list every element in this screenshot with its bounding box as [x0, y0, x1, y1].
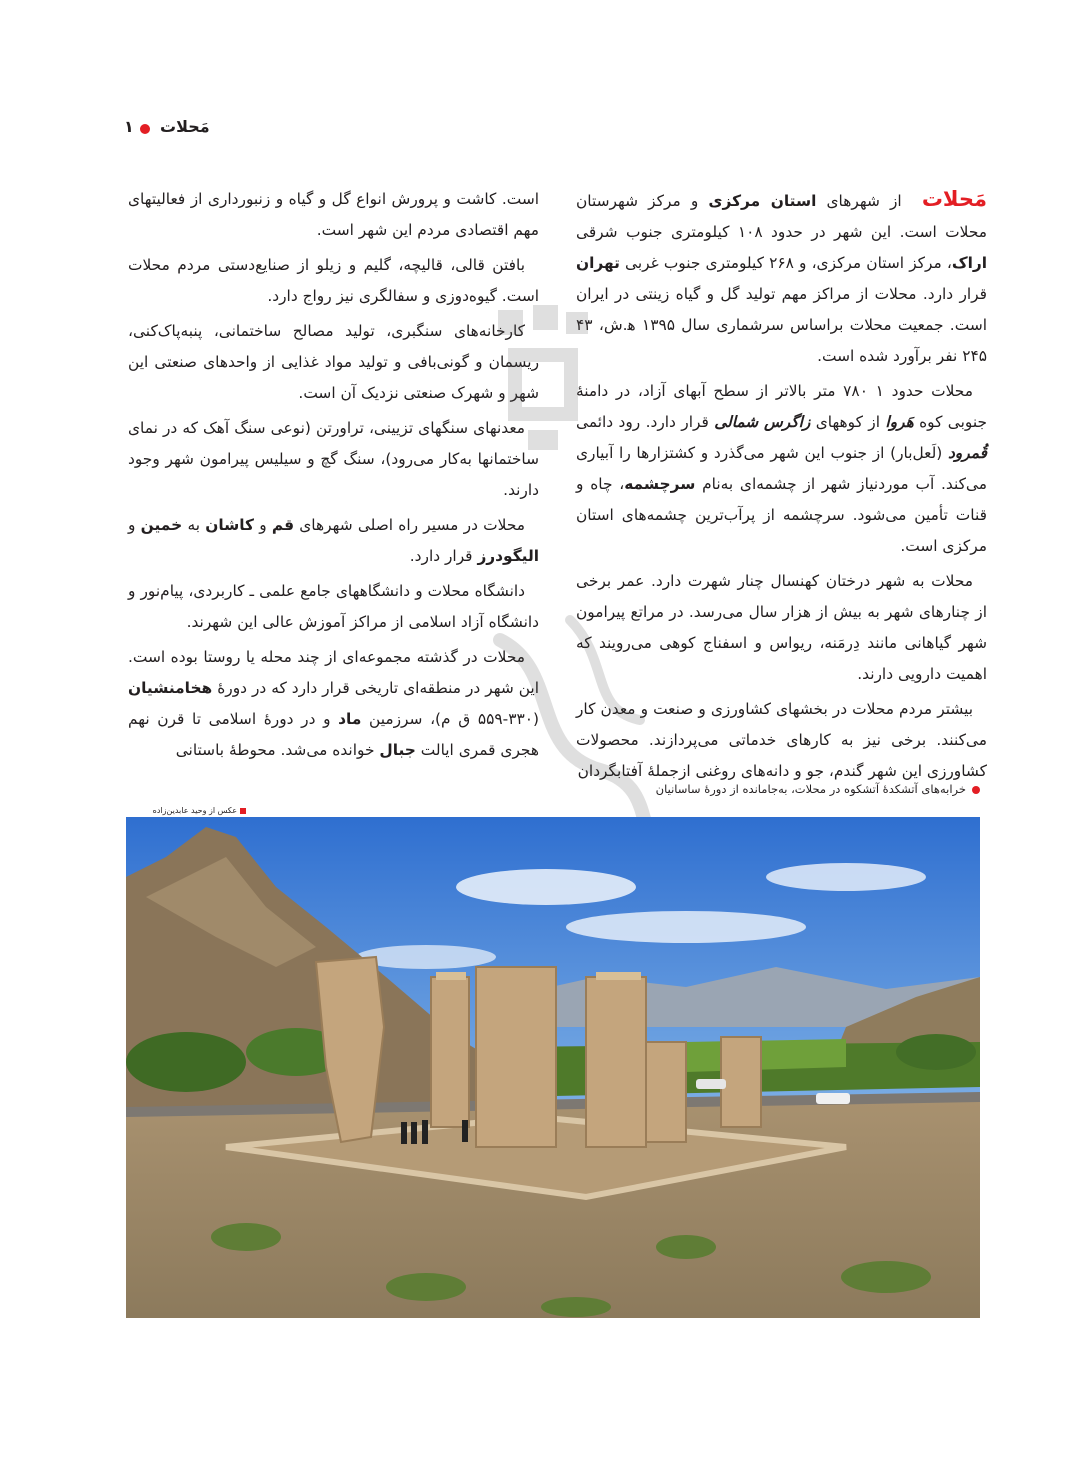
text-run: و: [253, 516, 272, 534]
bold-term: سرچشمه: [624, 475, 696, 493]
bold-term: الیگودرز: [477, 547, 539, 565]
text-run: محلات در گذشته مجموعه‌ای از چند محله یا روستا بوده است. این شهر در منطقه‌ای تاریخی قرار دارد که در دورهٔ: [128, 648, 539, 697]
text-run: از شهرهای: [816, 192, 912, 210]
text-run: قرار دارد.: [409, 547, 478, 565]
right-paragraph-3: محلات به شهر درختان کهنسال چنار شهرت دارد. عمر برخی از چنارهای شهر به بیش از هزار سال می‌رسد. در مراتع پیرامون شهر گیاهانی مانند دِرمَنه، ریواس و اسفناج کوهی می‌رویند که اهمیت دارویی دارند.: [576, 572, 987, 683]
bold-term: ماد: [338, 710, 362, 728]
text-run: قرار دارد. محلات از مراکز مهم تولید گل و گیاه زینتی در ایران است. جمعیت محلات براساس سرشماری سال ۱۳۹۵ ه‍.ش، ۴۳ ۲۴۵ نفر برآورد شده است.: [576, 285, 987, 365]
photo-credit-text: عکس از وحید عابدین‌زاده: [152, 806, 237, 815]
bold-term: جبال: [379, 741, 416, 759]
running-head-dot-icon: [140, 124, 150, 134]
text-run: محلات حدود ۱ ۷۸۰ متر بالاتر از سطح آبهای آزاد، در دامنهٔ جنوبی کوه: [576, 382, 987, 431]
bold-term: استان مرکزی: [708, 192, 817, 210]
left-paragraph-1: است. کاشت و پرورش انواع گل و گیاه و زنبورداری از فعالیتهای مهم اقتصادی مردم این شهر است.: [128, 190, 539, 239]
bold-term: هخامنشیان: [128, 679, 213, 697]
text-run: از کوههای: [810, 413, 886, 431]
right-column: [576, 184, 987, 791]
text-run: و: [128, 516, 141, 534]
running-title: مَحلات: [160, 117, 210, 136]
running-head: [0, 117, 1080, 143]
text-run: ، چاه و قنات تأمین می‌شود. سرچشمه از پرآب‌ترین چشمه‌های استان مرکزی است.: [576, 475, 987, 555]
bold-term: قم: [271, 516, 295, 534]
right-paragraph-1: [576, 184, 987, 372]
right-paragraph-1-text: [576, 192, 987, 365]
text-run: و در دورهٔ اسلامی تا قرن نهم هجری قمری ایالت: [128, 710, 539, 759]
entry-headword: مَحلات: [921, 187, 988, 211]
bold-term: کاشان: [205, 516, 254, 534]
left-paragraph-2: بافتن قالی، قالیچه، گلیم و زیلو از صنایع‌دستی مردم محلات است. گیوه‌دوزی و سفالگری نیز رواج دارد.: [128, 256, 539, 305]
text-run: محلات در مسیر راه اصلی شهرهای: [294, 516, 525, 534]
text-run: و مرکز شهرستان محلات است. این شهر در حدود ۱۰۸ کیلومتری جنوب شرقی: [576, 192, 987, 241]
camera-icon: [240, 808, 246, 814]
left-paragraph-4: معدنهای سنگهای تزیینی، تراورتن (نوعی سنگ آهک که در نمای ساختمانها به‌کار می‌رود)، سنگ گچ و سیلیس پیرامون شهر وجود دارند.: [128, 419, 539, 499]
text-run: خوانده می‌شد. محوطهٔ باستانی: [175, 741, 380, 759]
text-run: قرار دارد. رود دائمی: [576, 413, 715, 431]
italic-term: قُمرود: [947, 444, 987, 462]
text-run: ، مرکز استان مرکزی، و ۲۶۸ کیلومتری جنوب غربی: [619, 254, 952, 272]
bold-term: تهران: [576, 254, 620, 272]
right-paragraph-2: [576, 376, 987, 562]
right-paragraph-4: بیشتر مردم محلات در بخشهای کشاورزی و صنعت و معدن کار می‌کنند. برخی نیز به کارهای خدماتی می‌پردازند. محصولات کشاورزی این شهر گندم، جو و دانه‌های روغنی ازجملهٔ آفتابگردان: [576, 700, 987, 780]
left-column: [128, 184, 539, 770]
fire-temple-ruins-photo: [126, 817, 980, 1318]
bold-term: اراک: [951, 254, 988, 272]
text-run: به: [182, 516, 206, 534]
text-run: (لَعل‌بار) از جنوب این شهر می‌گذرد و کشتزارها را آبیاری می‌کند. آب موردنیاز شهر از چشمه‌ای به‌نام: [576, 444, 988, 493]
text-run: (۳۳۰-۵۵۹ ق م)، سرزمین: [361, 710, 540, 728]
italic-term: زاگرس شمالی: [714, 413, 811, 431]
figure-caption: [560, 782, 980, 796]
left-paragraph-7: [128, 642, 539, 766]
left-paragraph-6: دانشگاه محلات و دانشگاههای جامع علمی ـ کاربردی، پیام‌نور و دانشگاه آزاد اسلامی از مراکز آموزش عالی این شهرند.: [128, 582, 539, 631]
italic-term: هَروا: [885, 413, 914, 431]
figure-caption-text: خرابه‌های آتشکدهٔ آتشکوه در محلات، به‌جامانده از دورهٔ ساسانیان: [655, 782, 966, 796]
left-paragraph-3: کارخانه‌های سنگبری، تولید مصالح ساختمانی، پنبه‌پاک‌کنی، ریسمان و گونی‌بافی و تولید مواد غذایی از واحدهای صنعتی این شهر و شهرک صنعتی نزدیک آن است.: [128, 322, 539, 402]
caption-bullet-icon: [972, 786, 980, 794]
bold-term: خمین: [140, 516, 183, 534]
page-number: ۱: [124, 117, 134, 136]
left-paragraph-5: [128, 510, 539, 572]
photo-credit: [126, 806, 246, 815]
